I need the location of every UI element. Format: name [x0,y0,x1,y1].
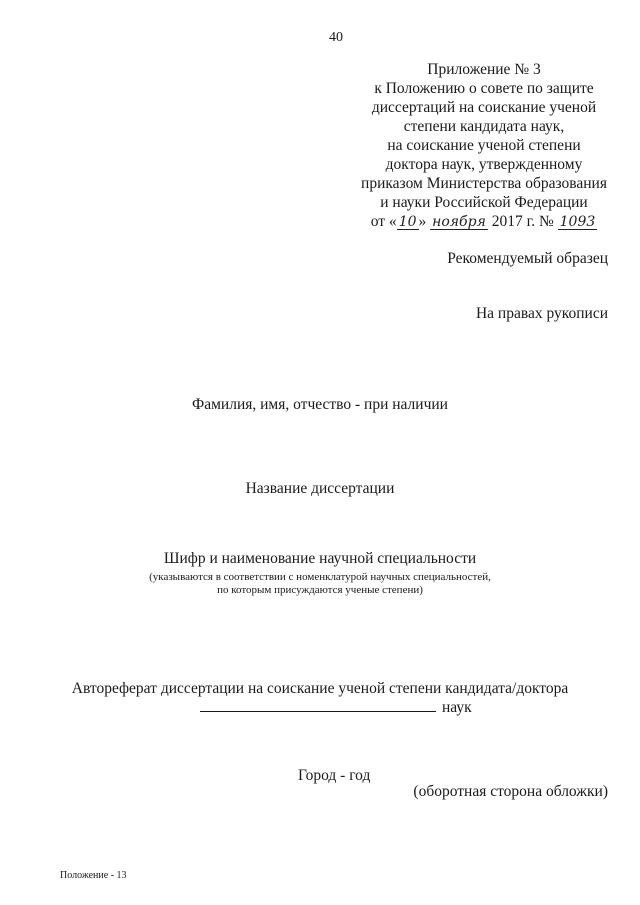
appendix-line: диссертаций на соискание ученой [371,99,597,116]
manuscript-rights-label: На правах рукописи [475,305,608,322]
city-year: Город - год [298,767,371,784]
dissertation-title: Название диссертации [245,480,395,497]
page-number: 40 [329,30,343,45]
appendix-line: приказом Министерства образования [361,175,607,192]
recommended-sample-label: Рекомендуемый образец [447,250,608,267]
appendix-line: степени кандидата наук, [403,118,565,135]
appendix-line: к Положению о совете по защите [374,80,594,97]
blank-field-line [200,697,436,712]
sciences-line [200,697,472,717]
specialty-note-line: по которым присуждаются ученые степени) [217,584,423,596]
handwritten-day: 10 [398,214,417,230]
specialty-title: Шифр и наименование научной специальности [163,550,477,567]
author-name: Фамилия, имя, отчество - при наличии [192,396,448,413]
date-year: 2017 г. № [491,213,554,230]
handwritten-order-number: 1093 [559,214,596,230]
handwritten-month: ноября [432,214,486,230]
back-cover-note: (оборотная сторона обложки) [413,783,608,800]
date-quote-close: » [418,213,427,230]
specialty-note-line: (указываются в соответствии с номенклатурой научных специальностей, [149,571,491,583]
page-footer: Положение - 13 [60,870,127,881]
appendix-line: Приложение № 3 [427,61,541,78]
date-prefix: от « [370,213,397,230]
order-date-line [360,212,608,231]
appendix-header [360,60,608,231]
appendix-line: доктора наук, утвержденному [385,156,583,173]
sciences-label: наук [442,699,472,716]
appendix-line: на соискание ученой степени [387,137,581,154]
appendix-line: и науки Российской Федерации [380,194,588,211]
abstract-title: Автореферат диссертации на соискание ученой степени кандидата/доктора [71,680,569,697]
